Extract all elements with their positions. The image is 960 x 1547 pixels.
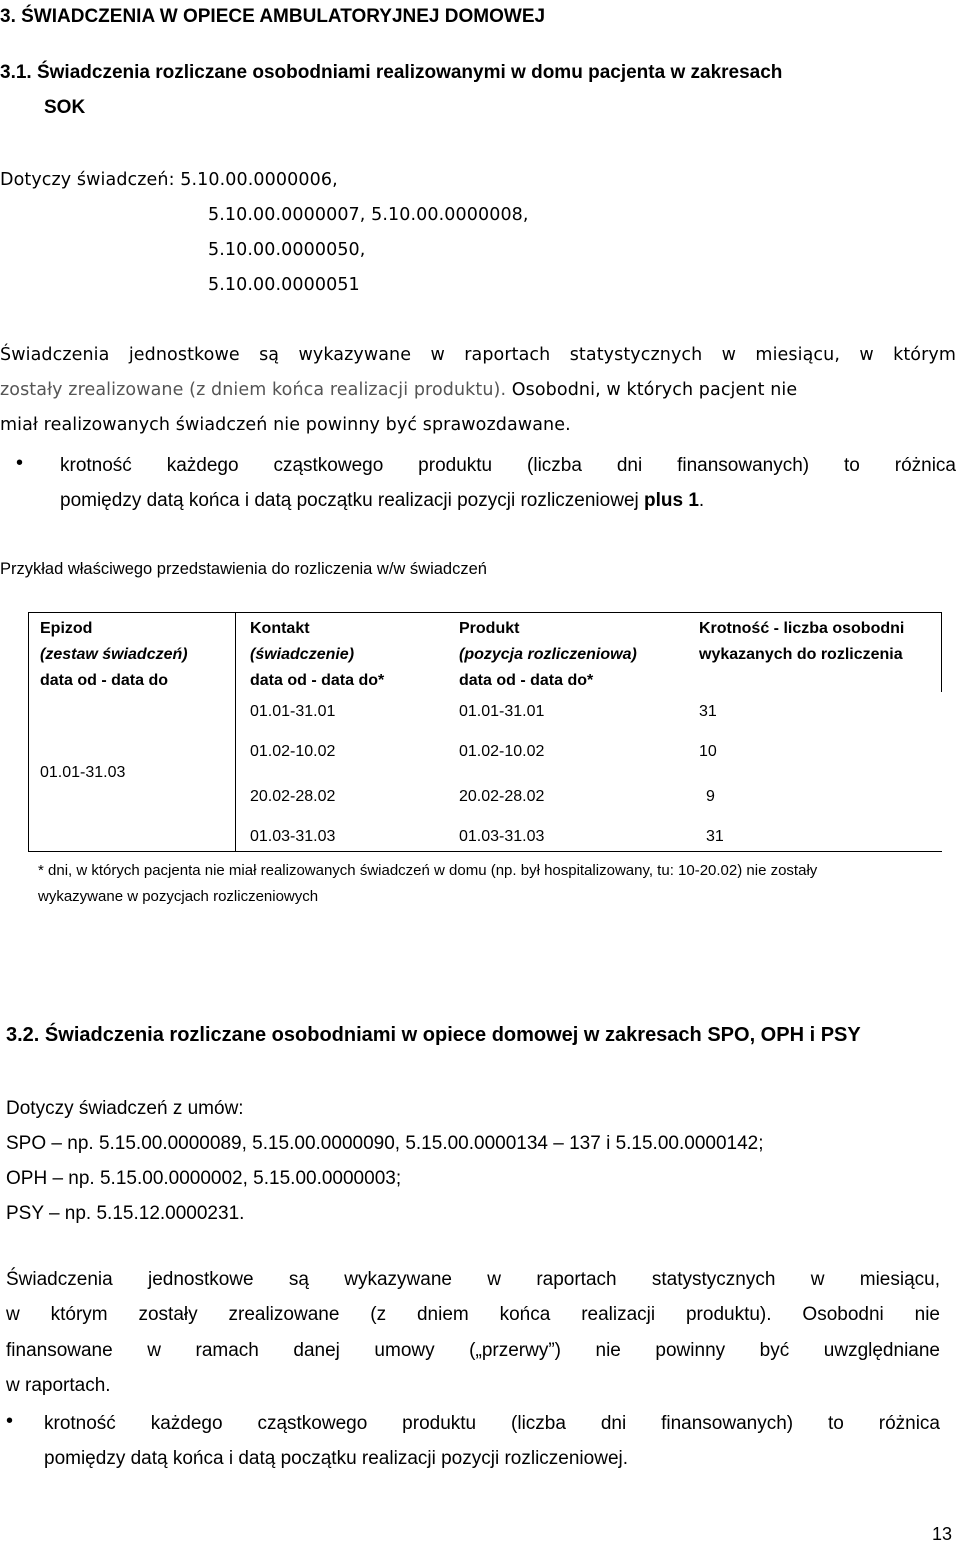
example-title: Przykład właściwego przedstawienia do rozliczenia w/w świadczeń <box>0 560 487 578</box>
header-krotnosc: Krotność - liczba osobodni wykazanych do rozliczenia <box>699 620 905 663</box>
section-title: 3. ŚWIADCZENIA W OPIECE AMBULATORYJNEJ DOMOWEJ <box>0 6 546 27</box>
paragraph-gray-text: zostały zrealizowane (z dniem końca realizacji produktu). <box>0 380 507 400</box>
table-cell-krotnosc: 31 <box>699 703 717 720</box>
dotyczy-line-2: 5.10.00.0000007, 5.10.00.0000008, <box>208 205 529 225</box>
paragraph-line: finansowane w ramach danej umowy („przerwy”) nie powinny być uwzględniane <box>6 1340 940 1361</box>
subsection-title-3-1: 3.1. Świadczenia rozliczane osobodniami realizowanymi w domu pacjenta w zakresach <box>0 62 783 83</box>
bullet-line: pomiędzy datą końca i datą początku realizacji pozycji rozliczeniowej. <box>44 1448 629 1469</box>
paragraph-line <box>0 380 956 400</box>
table-cell-produkt: 01.02-10.02 <box>459 743 545 760</box>
bullet-text: pomiędzy datą końca i datą początku realizacji pozycji rozliczeniowej <box>60 490 645 511</box>
paragraph-line: Świadczenia jednostkowe są wykazywane w raportach statystycznych w miesiącu, w którym <box>0 345 956 365</box>
table-cell-produkt: 20.02-28.02 <box>459 788 545 805</box>
bullet-bold: plus 1 <box>644 490 699 511</box>
episode-cell: 01.01-31.03 <box>40 764 126 781</box>
paragraph-line: Świadczenia jednostkowe są wykazywane w raportach statystycznych w miesiącu, <box>6 1269 940 1290</box>
page-number: 13 <box>932 1524 953 1544</box>
bullet-icon: • <box>16 452 24 474</box>
header-epizod: Epizod (zestaw świadczeń) data od - data do <box>40 620 188 689</box>
table-cell-produkt: 01.01-31.01 <box>459 703 545 720</box>
table-cell-krotnosc: 31 <box>706 828 724 845</box>
paragraph-dark-text: Osobodni, w których pacjent nie <box>506 380 798 400</box>
table-cell-kontakt: 01.02-10.02 <box>250 743 336 760</box>
subsection-title-3-1-cont: SOK <box>44 97 86 118</box>
psy-line: PSY – np. 5.15.12.0000231. <box>6 1203 245 1224</box>
table-cell-krotnosc: 10 <box>699 743 717 760</box>
header-produkt: Produkt (pozycja rozliczeniowa) data od - data do* <box>459 620 637 689</box>
header-kontakt: Kontakt (świadczenie) data od - data do* <box>250 620 385 689</box>
table-cell-kontakt: 01.03-31.03 <box>250 828 336 845</box>
paragraph-line: w którym zostały zrealizowane (z dniem końca realizacji produktu). Osobodni nie <box>6 1304 940 1325</box>
example-table <box>28 612 942 852</box>
paragraph-line: miał realizowanych świadczeń nie powinny być sprawozdawane. <box>0 415 571 435</box>
bullet-icon: • <box>6 1410 14 1432</box>
table-cell-krotnosc: 9 <box>706 788 715 805</box>
table-cell-kontakt: 20.02-28.02 <box>250 788 336 805</box>
table-cell-kontakt: 01.01-31.01 <box>250 703 336 720</box>
bullet-line: krotność każdego cząstkowego produktu (liczba dni finansowanych) to różnica <box>44 1413 940 1434</box>
dotyczy-line-4: 5.10.00.0000051 <box>208 275 360 295</box>
footnote-line: * dni, w których pacjenta nie miał realizowanych świadczeń w domu (np. był hospitalizowany, tu: 10-20.02) nie zostały <box>38 862 818 879</box>
spo-line: SPO – np. 5.15.00.0000089, 5.15.00.0000090, 5.15.00.0000134 – 137 i 5.15.00.0000142; <box>6 1133 764 1154</box>
dotyczy-umow: Dotyczy świadczeń z umów: <box>6 1098 244 1119</box>
bullet-line: krotność każdego cząstkowego produktu (liczba dni finansowanych) to różnica <box>60 455 956 476</box>
bullet-line <box>60 490 704 512</box>
dotyczy-line-3: 5.10.00.0000050, <box>208 240 366 260</box>
paragraph-line: w raportach. <box>6 1375 111 1396</box>
oph-line: OPH – np. 5.15.00.0000002, 5.15.00.0000003; <box>6 1168 402 1189</box>
table-cell-produkt: 01.03-31.03 <box>459 828 545 845</box>
subsection-title-3-2: 3.2. Świadczenia rozliczane osobodniami w opiece domowej w zakresach SPO, OPH i PSY <box>6 1024 861 1046</box>
dotyczy-line-1: Dotyczy świadczeń: 5.10.00.0000006, <box>0 170 338 190</box>
footnote-line: wykazywane w pozycjach rozliczeniowych <box>38 888 319 905</box>
bullet-end: . <box>698 490 705 511</box>
